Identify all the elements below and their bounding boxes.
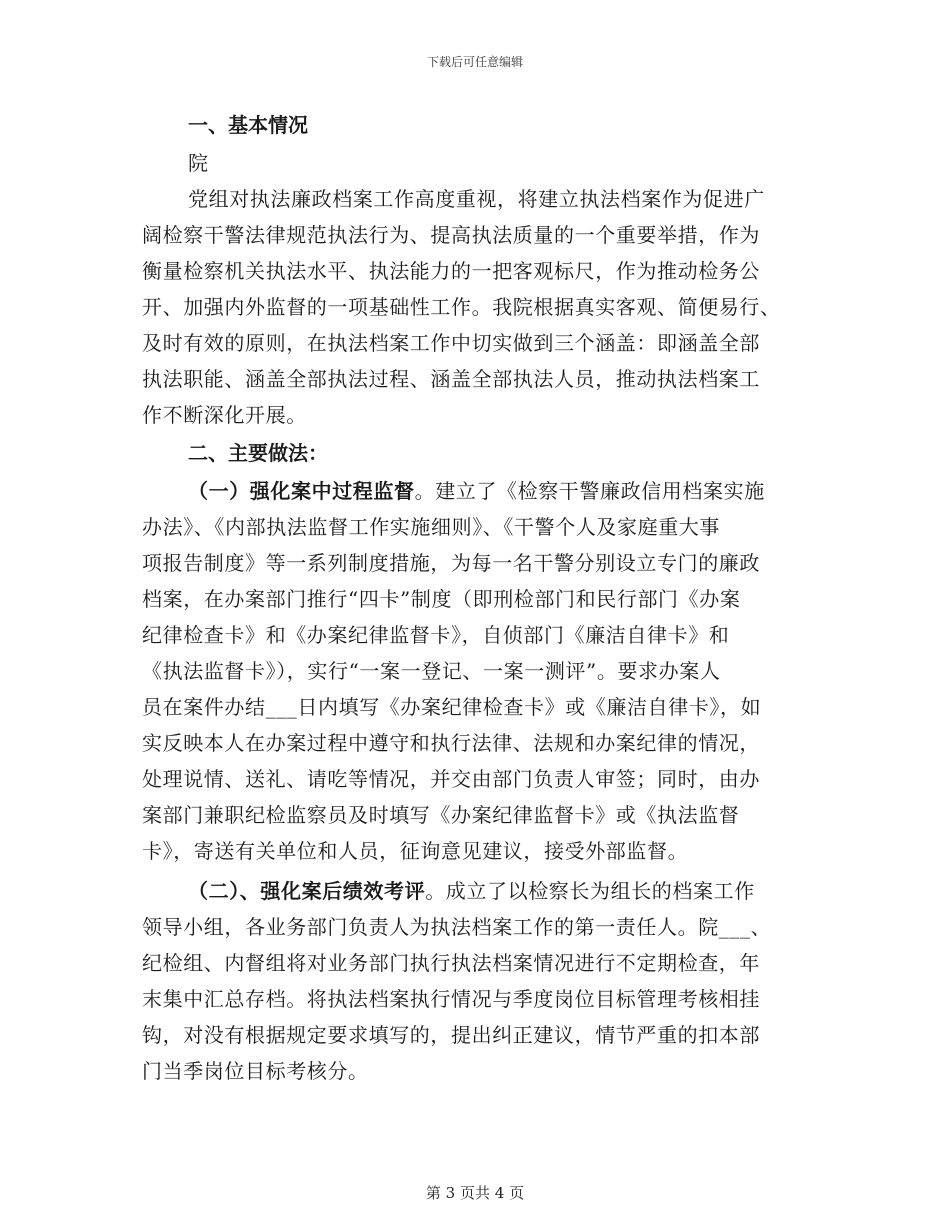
paragraph-first-line [142,473,822,509]
text-line: 开、加强内外监督的一项基础性工作。我院根据真实客观、简便易行、 [142,295,781,319]
document-body [142,105,822,1089]
text-line: 作不断深化开展。 [142,403,307,427]
text-line: 案部门兼职纪检监察员及时填写《办案纪律监督卡》或《执法监督 [142,803,740,827]
text-line: 领导小组，各业务部门负责人为执法档案工作的第一责任人。院___、 [142,915,772,939]
text-line: 院 [188,151,209,175]
text-line: 党组对执法廉政档案工作高度重视，将建立执法档案作为促进广 [188,187,765,211]
text-line: 办法》、《内部执法监督工作实施细则》、《干警个人及家庭重大事 [142,515,720,539]
paragraph-first-line [142,873,822,909]
text-line: 卡》，寄送有关单位和人员，征询意见建议，接受外部监督。 [142,839,689,863]
section-heading-practice: 二、主要做法： [188,441,328,465]
text-line: 及时有效的原则，在执法档案工作中切实做到三个涵盖：即涵盖全部 [142,331,760,355]
text-line: 门当季岗位目标考核分。 [142,1059,369,1083]
section-heading-basic: 一、基本情况 [188,113,308,137]
text-line: 员在案件办结___日内填写《办案纪律检查卡》或《廉洁自律卡》，如 [142,695,762,719]
subheading-in-case: （一）强化案中过程监督 [188,479,415,503]
text-line: 钩，对没有根据规定要求填写的，提出纠正建议，情节严重的扣本部 [142,1023,760,1047]
text-line: 衡量检察机关执法水平、执法能力的一把客观标尺，作为推动检务公 [142,259,760,283]
text-line: 阔检察干警法律规范执法行为、提高执法质量的一个重要举措，作为 [142,223,760,247]
text-run: 。建立了《检察干警廉政信用档案实施 [414,479,765,503]
text-line: 档案，在办案部门推行“四卡”制度（即刑检部门和民行部门《办案 [142,587,741,611]
page-header: 下载后可任意编辑 [426,55,523,69]
text-line: 末集中汇总存档。将执法档案执行情况与季度岗位目标管理考核相挂 [142,987,760,1011]
text-line: 纪律检查卡》和《办案纪律监督卡》，自侦部门《廉洁自律卡》和 [142,623,730,647]
text-line: 《执法监督卡》），实行“一案一登记、一案一测评”。要求办案人 [142,659,721,683]
subheading-after-case: （二）、强化案后绩效考评 [188,879,426,903]
text-line: 处理说情、送礼、请吃等情况，并交由部门负责人审签；同时，由办 [142,767,760,791]
text-line: 项报告制度》等一系列制度措施，为每一名干警分别设立专门的廉政 [142,551,760,575]
page-footer: 第 3 页共 4 页 [425,1184,525,1202]
text-line: 执法职能、涵盖全部执法过程、涵盖全部执法人员，推动执法档案工 [142,367,760,391]
text-run: 。成立了以检察长为组长的档案工作 [425,879,755,903]
text-line: 实反映本人在办案过程中遵守和执行法律、法规和办案纪律的情况， [142,731,760,755]
text-line: 纪检组、内督组将对业务部门执行执法档案情况进行不定期检查，年 [142,951,760,975]
